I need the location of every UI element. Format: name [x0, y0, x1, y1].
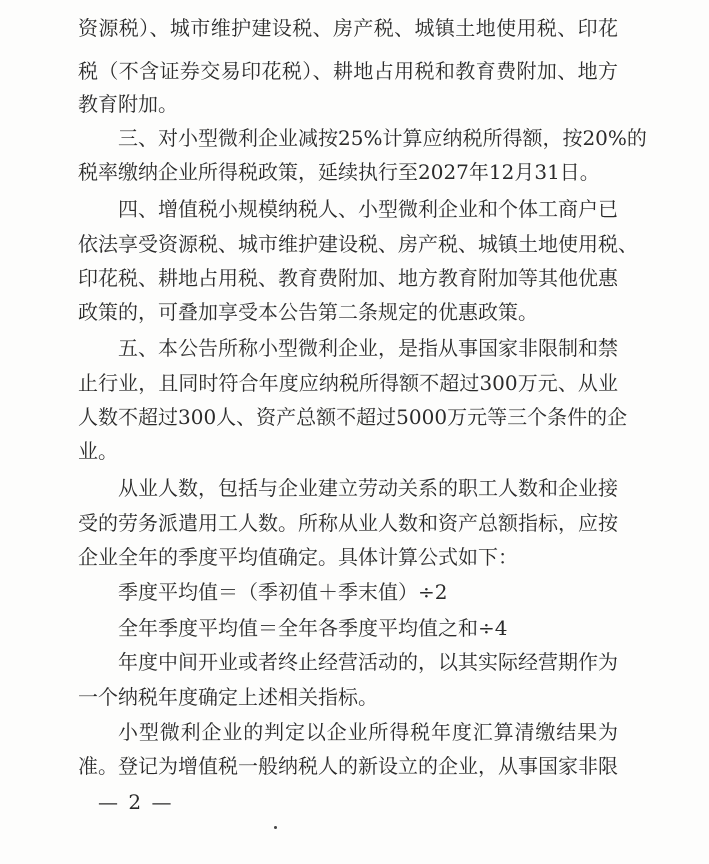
text-line: 业。	[78, 439, 118, 463]
text-line: 四、增值税小规模纳税人、小型微利企业和个体工商户已	[118, 197, 618, 221]
formula-line: 季度平均值＝（季初值＋季末值）÷2	[118, 580, 448, 604]
text-line: 受的劳务派遣用工人数。所称从业人数和资产总额指标，应按	[78, 511, 618, 535]
text-line: 印花税、耕地占用税、教育费附加、地方教育附加等其他优惠	[78, 266, 618, 290]
formula-line: 全年季度平均值＝全年各季度平均值之和÷4	[118, 616, 508, 640]
text-line: 企业全年的季度平均值确定。具体计算公式如下：	[78, 545, 518, 569]
text-line: 税（不含证券交易印花税）、耕地占用税和教育费附加、地方	[78, 59, 618, 83]
page-number: — 2 —	[98, 790, 174, 814]
text-line: 准。登记为增值税一般纳税人的新设立的企业，从事国家非限	[78, 754, 618, 778]
text-line: 一个纳税年度确定上述相关指标。	[78, 685, 378, 709]
text-line: 三、对小型微利企业减按25%计算应纳税所得额，按20%的	[118, 126, 647, 150]
text-line: 依法享受资源税、城市维护建设税、房产税、城镇土地使用税、	[78, 232, 638, 256]
text-line: 人数不超过300人、资产总额不超过5000万元等三个条件的企	[78, 405, 628, 429]
text-line: 资源税）、城市维护建设税、房产税、城镇土地使用税、印花	[78, 16, 618, 40]
text-line: 止行业，且同时符合年度应纳税所得额不超过300万元、从业	[78, 371, 618, 395]
text-line: 教育附加。	[78, 92, 178, 116]
text-line: 税率缴纳企业所得税政策，延续执行至2027年12月31日。	[78, 160, 600, 184]
text-line: 从业人数，包括与企业建立劳动关系的职工人数和企业接	[118, 476, 618, 500]
scan-speck	[274, 826, 277, 829]
text-line: 政策的，可叠加享受本公告第二条规定的优惠政策。	[78, 300, 538, 324]
text-line: 小型微利企业的判定以企业所得税年度汇算清缴结果为	[118, 720, 618, 744]
text-line: 五、本公告所称小型微利企业，是指从事国家非限制和禁	[118, 336, 618, 360]
text-line: 年度中间开业或者终止经营活动的，以其实际经营期作为	[118, 650, 618, 674]
